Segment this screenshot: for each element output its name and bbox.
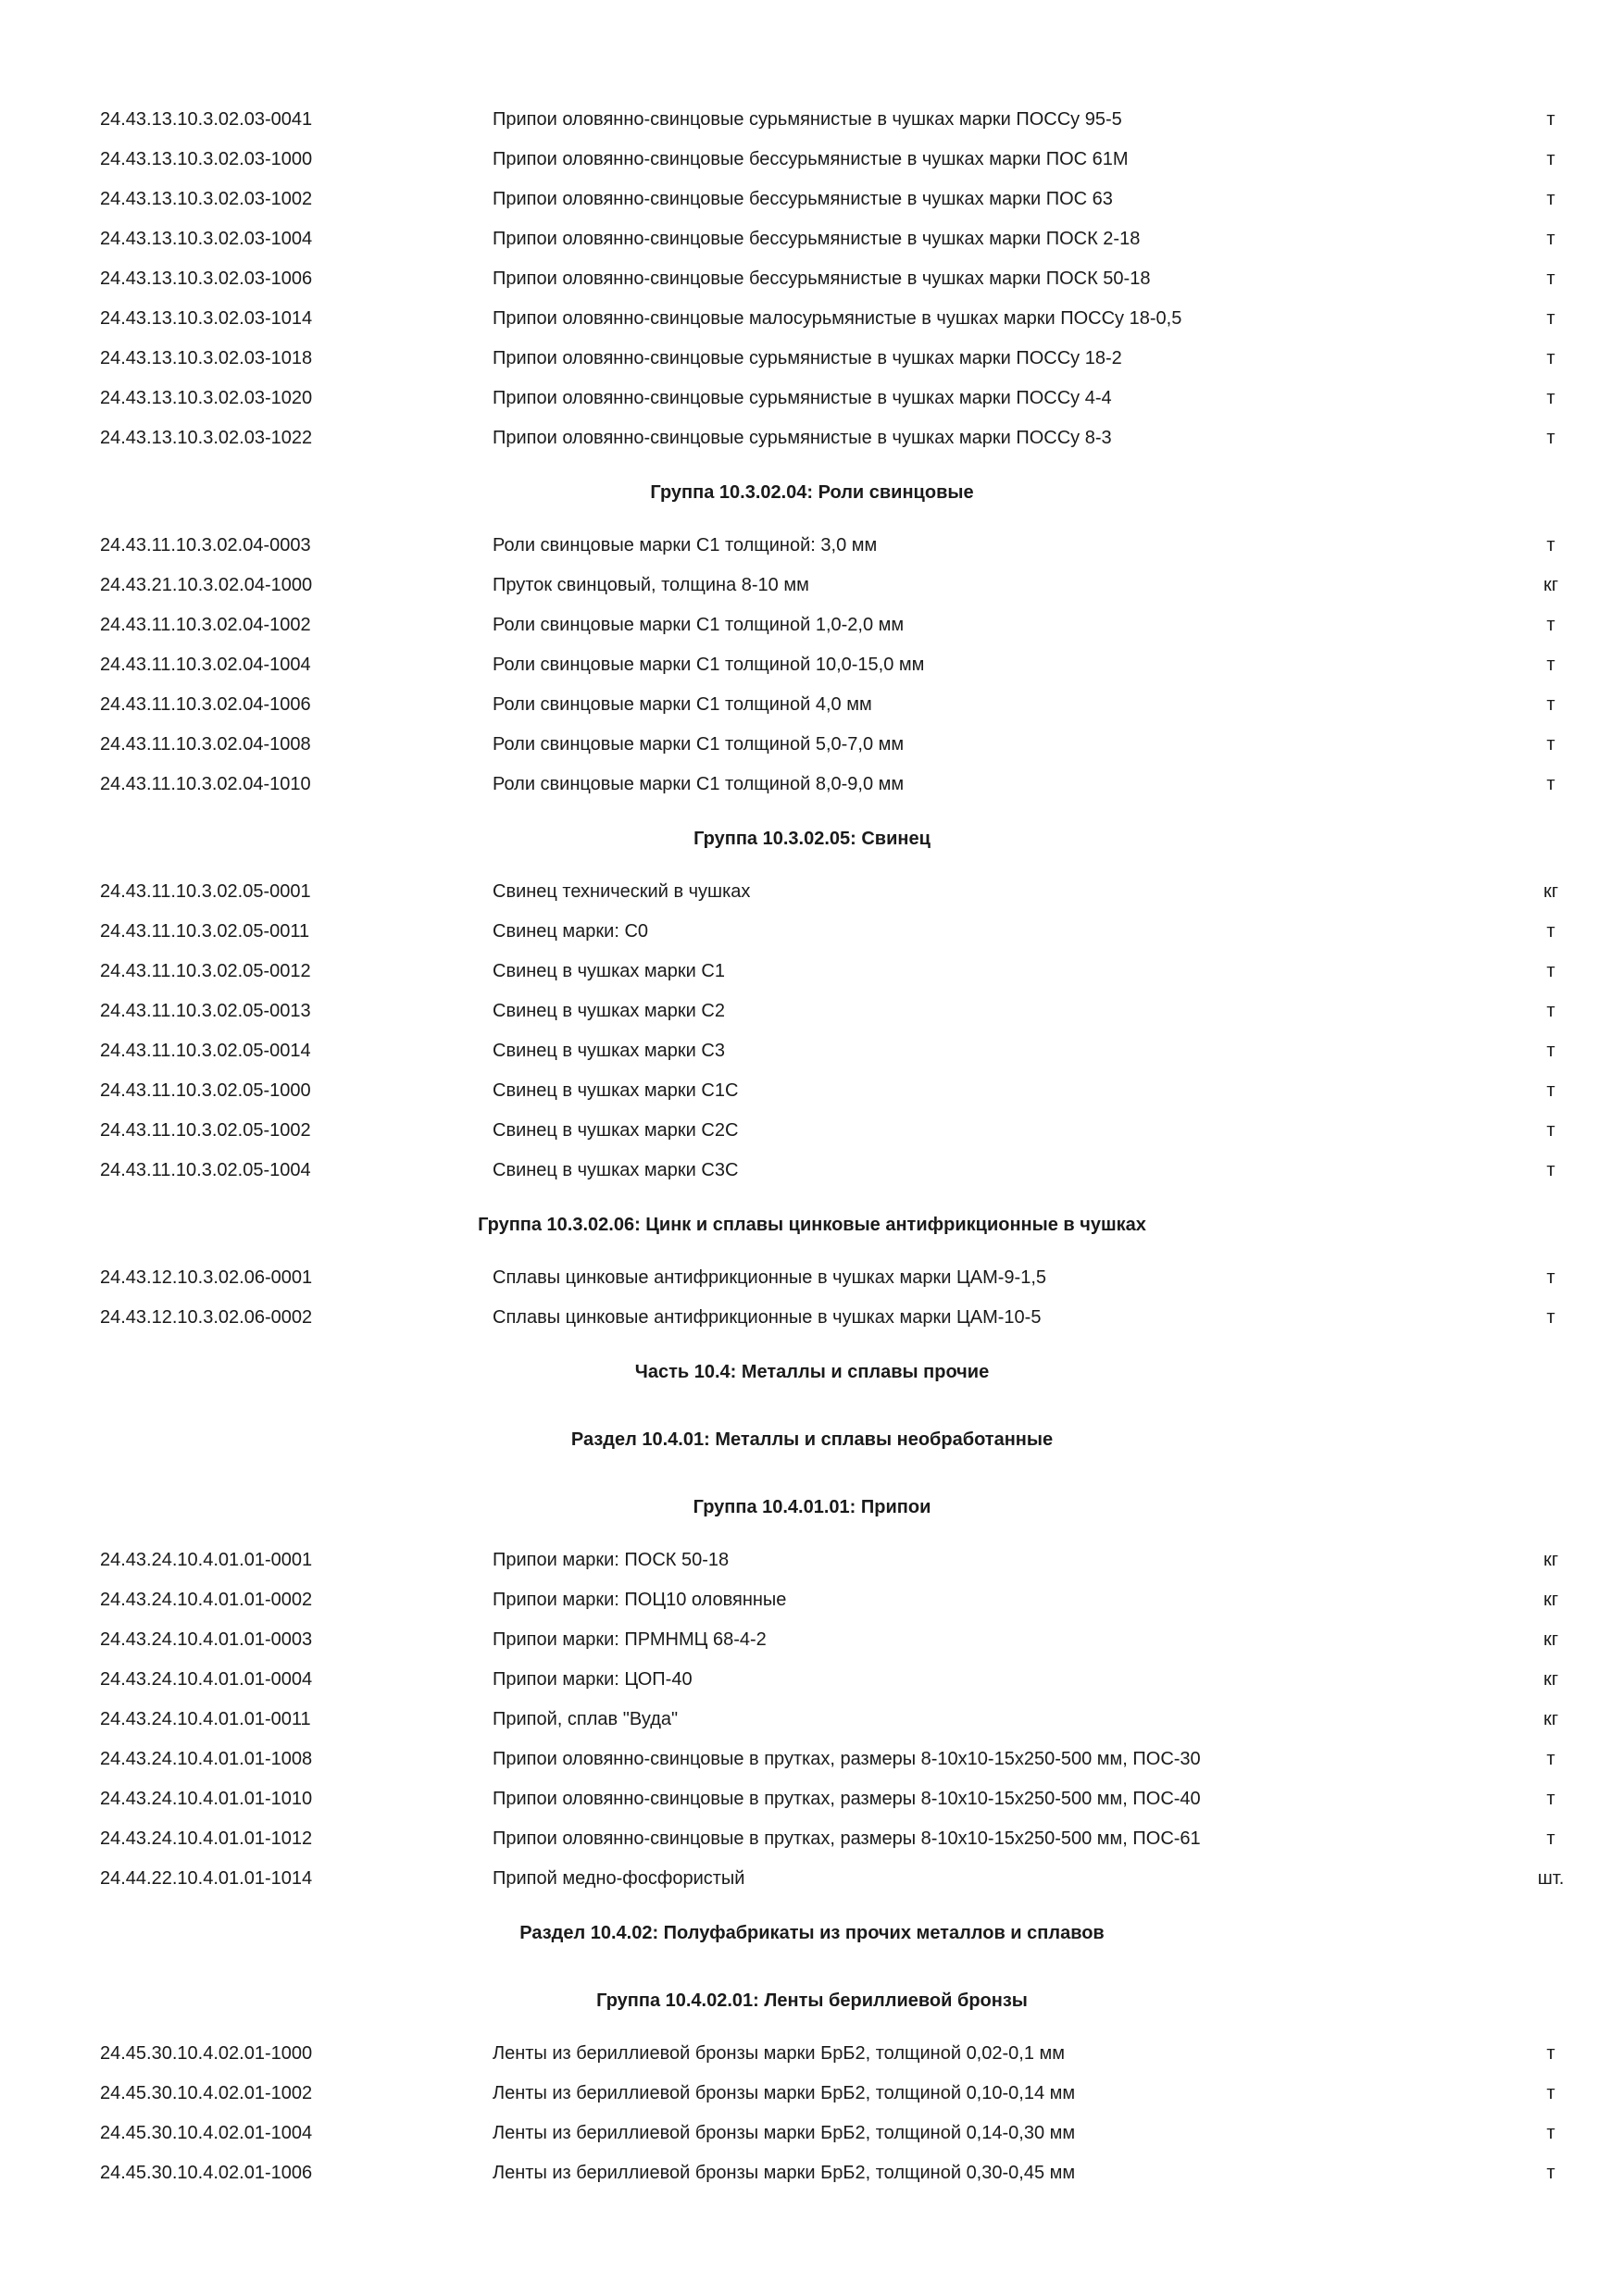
resource-description: Припои оловянно-свинцовые сурьмянистые в чушках марки ПОССу 4-4 bbox=[493, 388, 1112, 408]
resource-description: Припои оловянно-свинцовые в прутках, размеры 8-10х10-15х250-500 мм, ПОС-30 bbox=[493, 1749, 1201, 1769]
resource-description: Свинец в чушках марки С3С bbox=[493, 1160, 739, 1180]
table-row bbox=[0, 1666, 1624, 1693]
unit-of-measure: т bbox=[1546, 1120, 1555, 1141]
resource-code: 24.43.11.10.3.02.04-1002 bbox=[100, 615, 311, 635]
table-row bbox=[0, 1785, 1624, 1813]
table-row bbox=[0, 531, 1624, 559]
resource-code: 24.45.30.10.4.02.01-1002 bbox=[100, 2083, 313, 2103]
resource-code: 24.43.11.10.3.02.04-1006 bbox=[100, 694, 311, 715]
resource-description: Свинец в чушках марки С3 bbox=[493, 1041, 725, 1061]
unit-of-measure: т bbox=[1546, 1828, 1555, 1849]
unit-of-measure: т bbox=[1546, 189, 1555, 209]
table-row bbox=[0, 2040, 1624, 2067]
resource-description: Припои оловянно-свинцовые в прутках, размеры 8-10х10-15х250-500 мм, ПОС-40 bbox=[493, 1789, 1201, 1809]
resource-description: Роли свинцовые марки С1 толщиной: 3,0 мм bbox=[493, 535, 878, 555]
unit-of-measure: т bbox=[1546, 348, 1555, 368]
table-row bbox=[0, 878, 1624, 905]
resource-description: Припой, сплав "Вуда" bbox=[493, 1709, 679, 1729]
resource-description: Роли свинцовые марки С1 толщиной 4,0 мм bbox=[493, 694, 872, 715]
table-row bbox=[0, 651, 1624, 679]
unit-of-measure: т bbox=[1546, 109, 1555, 130]
section-heading: Часть 10.4: Металлы и сплавы прочие bbox=[634, 1362, 990, 1382]
resource-description: Свинец в чушках марки С2С bbox=[493, 1120, 739, 1141]
resource-description: Припои оловянно-свинцовые бессурьмянистые в чушках марки ПОС 63 bbox=[493, 189, 1113, 209]
resource-description: Свинец в чушках марки С1С bbox=[493, 1080, 739, 1101]
unit-of-measure: т bbox=[1546, 1001, 1555, 1021]
unit-of-measure: т bbox=[1546, 149, 1555, 169]
table-row bbox=[0, 1546, 1624, 1574]
table-row bbox=[0, 691, 1624, 718]
resource-code: 24.43.13.10.3.02.03-0041 bbox=[100, 109, 313, 130]
section-heading: Группа 10.3.02.04: Роли свинцовые bbox=[650, 482, 974, 503]
resource-code: 24.43.13.10.3.02.03-1004 bbox=[100, 229, 313, 249]
resource-description: Сплавы цинковые антифрикционные в чушках марки ЦАМ-9-1,5 bbox=[493, 1267, 1046, 1288]
resource-code: 24.43.24.10.4.01.01-0011 bbox=[100, 1709, 311, 1729]
resource-code: 24.43.24.10.4.01.01-0004 bbox=[100, 1669, 313, 1690]
resource-description: Роли свинцовые марки С1 толщиной 10,0-15,0 мм bbox=[493, 655, 925, 675]
unit-of-measure: т bbox=[1546, 1160, 1555, 1180]
unit-of-measure: т bbox=[1546, 2123, 1555, 2143]
section-heading: Группа 10.3.02.05: Свинец bbox=[693, 829, 931, 849]
table-row bbox=[0, 1586, 1624, 1614]
table-row bbox=[0, 1264, 1624, 1292]
resource-description: Ленты из бериллиевой бронзы марки БрБ2, толщиной 0,30-0,45 мм bbox=[493, 2163, 1076, 2183]
resource-description: Свинец марки: С0 bbox=[493, 921, 649, 942]
resource-description: Припои оловянно-свинцовые сурьмянистые в чушках марки ПОССу 8-3 bbox=[493, 428, 1112, 448]
unit-of-measure: т bbox=[1546, 961, 1555, 981]
table-row bbox=[0, 2119, 1624, 2147]
table-row bbox=[0, 1626, 1624, 1653]
resource-description: Ленты из бериллиевой бронзы марки БрБ2, толщиной 0,10-0,14 мм bbox=[493, 2083, 1076, 2103]
resource-description: Роли свинцовые марки С1 толщиной 8,0-9,0 мм bbox=[493, 774, 905, 794]
resource-description: Припои марки: ПОЦ10 оловянные bbox=[493, 1590, 787, 1610]
resource-code: 24.43.24.10.4.01.01-0003 bbox=[100, 1629, 313, 1650]
resource-code: 24.43.11.10.3.02.04-1004 bbox=[100, 655, 311, 675]
table-row bbox=[0, 344, 1624, 372]
unit-of-measure: т bbox=[1546, 694, 1555, 715]
unit-of-measure: кг bbox=[1543, 1629, 1559, 1650]
resource-description: Сплавы цинковые антифрикционные в чушках марки ЦАМ-10-5 bbox=[493, 1307, 1042, 1328]
resource-description: Припои марки: ЦОП-40 bbox=[493, 1669, 693, 1690]
unit-of-measure: т bbox=[1546, 535, 1555, 555]
resource-description: Роли свинцовые марки С1 толщиной 1,0-2,0 мм bbox=[493, 615, 905, 635]
resource-code: 24.43.13.10.3.02.03-1002 bbox=[100, 189, 313, 209]
table-row bbox=[0, 265, 1624, 293]
resource-code: 24.43.24.10.4.01.01-1008 bbox=[100, 1749, 313, 1769]
resource-code: 24.45.30.10.4.02.01-1004 bbox=[100, 2123, 313, 2143]
resource-description: Припои оловянно-свинцовые сурьмянистые в чушках марки ПОССу 18-2 bbox=[493, 348, 1122, 368]
resource-description: Припои оловянно-свинцовые малосурьмянистые в чушках марки ПОССу 18-0,5 bbox=[493, 308, 1182, 329]
unit-of-measure: кг bbox=[1543, 1669, 1559, 1690]
table-row bbox=[0, 1865, 1624, 1892]
unit-of-measure: т bbox=[1546, 229, 1555, 249]
unit-of-measure: кг bbox=[1543, 881, 1559, 902]
unit-of-measure: кг bbox=[1543, 1550, 1559, 1570]
table-row bbox=[0, 571, 1624, 599]
resource-code: 24.43.24.10.4.01.01-0001 bbox=[100, 1550, 313, 1570]
resource-code: 24.43.11.10.3.02.05-0012 bbox=[100, 961, 311, 981]
resource-description: Припой медно-фосфористый bbox=[493, 1868, 745, 1889]
table-row bbox=[0, 225, 1624, 253]
table-row bbox=[0, 2079, 1624, 2107]
resource-code: 24.45.30.10.4.02.01-1006 bbox=[100, 2163, 313, 2183]
resource-code: 24.43.11.10.3.02.05-1000 bbox=[100, 1080, 311, 1101]
table-row bbox=[0, 1304, 1624, 1331]
resource-code: 24.43.11.10.3.02.05-1004 bbox=[100, 1160, 311, 1180]
resource-code: 24.44.22.10.4.01.01-1014 bbox=[100, 1868, 313, 1889]
unit-of-measure: кг bbox=[1543, 1709, 1559, 1729]
resource-description: Припои оловянно-свинцовые в прутках, размеры 8-10х10-15х250-500 мм, ПОС-61 bbox=[493, 1828, 1201, 1849]
resource-description: Ленты из бериллиевой бронзы марки БрБ2, толщиной 0,14-0,30 мм bbox=[493, 2123, 1076, 2143]
table-row bbox=[0, 1825, 1624, 1853]
unit-of-measure: кг bbox=[1543, 575, 1559, 595]
resource-code: 24.43.12.10.3.02.06-0001 bbox=[100, 1267, 313, 1288]
resource-code: 24.43.11.10.3.02.04-1010 bbox=[100, 774, 311, 794]
resource-code: 24.43.24.10.4.01.01-0002 bbox=[100, 1590, 313, 1610]
resource-code: 24.45.30.10.4.02.01-1000 bbox=[100, 2043, 313, 2064]
resource-code: 24.43.12.10.3.02.06-0002 bbox=[100, 1307, 313, 1328]
table-row bbox=[0, 1037, 1624, 1065]
resource-description: Припои марки: ПОСК 50-18 bbox=[493, 1550, 730, 1570]
unit-of-measure: т bbox=[1546, 1749, 1555, 1769]
resource-description: Припои марки: ПРМНМЦ 68-4-2 bbox=[493, 1629, 767, 1650]
resource-code: 24.43.13.10.3.02.03-1018 bbox=[100, 348, 313, 368]
resource-description: Пруток свинцовый, толщина 8-10 мм bbox=[493, 575, 809, 595]
unit-of-measure: т bbox=[1546, 921, 1555, 942]
resource-code: 24.43.13.10.3.02.03-1006 bbox=[100, 268, 313, 289]
unit-of-measure: т bbox=[1546, 2043, 1555, 2064]
unit-of-measure: т bbox=[1546, 2163, 1555, 2183]
resource-code: 24.43.13.10.3.02.03-1020 bbox=[100, 388, 313, 408]
table-row bbox=[0, 1117, 1624, 1144]
resource-description: Свинец технический в чушках bbox=[493, 881, 751, 902]
table-row bbox=[0, 1156, 1624, 1184]
unit-of-measure: т bbox=[1546, 268, 1555, 289]
table-row bbox=[0, 1745, 1624, 1773]
section-heading: Группа 10.4.02.01: Ленты бериллиевой бронзы bbox=[596, 1990, 1028, 2011]
resource-description: Ленты из бериллиевой бронзы марки БрБ2, толщиной 0,02-0,1 мм bbox=[493, 2043, 1066, 2064]
resource-description: Припои оловянно-свинцовые бессурьмянистые в чушках марки ПОСК 2-18 bbox=[493, 229, 1141, 249]
table-row bbox=[0, 770, 1624, 798]
table-row bbox=[0, 1077, 1624, 1104]
section-heading: Раздел 10.4.02: Полуфабрикаты из прочих металлов и сплавов bbox=[519, 1923, 1105, 1943]
table-row bbox=[0, 957, 1624, 985]
table-row bbox=[0, 185, 1624, 213]
table-row bbox=[0, 997, 1624, 1025]
unit-of-measure: т bbox=[1546, 2083, 1555, 2103]
resource-code: 24.43.11.10.3.02.05-1002 bbox=[100, 1120, 311, 1141]
section-heading: Раздел 10.4.01: Металлы и сплавы необработанные bbox=[570, 1429, 1054, 1450]
unit-of-measure: кг bbox=[1543, 1590, 1559, 1610]
table-row bbox=[0, 2159, 1624, 2187]
unit-of-measure: т bbox=[1546, 308, 1555, 329]
table-row bbox=[0, 424, 1624, 452]
table-row bbox=[0, 611, 1624, 639]
resource-code: 24.43.13.10.3.02.03-1022 bbox=[100, 428, 313, 448]
resource-code: 24.43.11.10.3.02.05-0013 bbox=[100, 1001, 311, 1021]
resource-code: 24.43.11.10.3.02.05-0014 bbox=[100, 1041, 311, 1061]
table-row bbox=[0, 917, 1624, 945]
resource-code: 24.43.21.10.3.02.04-1000 bbox=[100, 575, 313, 595]
resource-description: Припои оловянно-свинцовые бессурьмянистые в чушках марки ПОСК 50-18 bbox=[493, 268, 1151, 289]
resource-code: 24.43.13.10.3.02.03-1014 bbox=[100, 308, 313, 329]
resource-code: 24.43.24.10.4.01.01-1012 bbox=[100, 1828, 313, 1849]
resource-description: Роли свинцовые марки С1 толщиной 5,0-7,0 мм bbox=[493, 734, 905, 755]
unit-of-measure: т bbox=[1546, 1267, 1555, 1288]
resource-code: 24.43.11.10.3.02.04-1008 bbox=[100, 734, 311, 755]
table-row bbox=[0, 384, 1624, 412]
unit-of-measure: т bbox=[1546, 1307, 1555, 1328]
resource-description: Припои оловянно-свинцовые сурьмянистые в чушках марки ПОССу 95-5 bbox=[493, 109, 1122, 130]
section-heading: Группа 10.4.01.01: Припои bbox=[693, 1497, 931, 1517]
resource-code: 24.43.24.10.4.01.01-1010 bbox=[100, 1789, 313, 1809]
resource-code: 24.43.13.10.3.02.03-1000 bbox=[100, 149, 313, 169]
unit-of-measure: т bbox=[1546, 1041, 1555, 1061]
resource-description: Свинец в чушках марки С1 bbox=[493, 961, 725, 981]
section-heading: Группа 10.3.02.06: Цинк и сплавы цинковые антифрикционные в чушках bbox=[478, 1215, 1146, 1235]
unit-of-measure: т bbox=[1546, 734, 1555, 755]
unit-of-measure: т bbox=[1546, 388, 1555, 408]
resource-description: Свинец в чушках марки С2 bbox=[493, 1001, 725, 1021]
unit-of-measure: т bbox=[1546, 655, 1555, 675]
unit-of-measure: т bbox=[1546, 1789, 1555, 1809]
resource-code: 24.43.11.10.3.02.05-0011 bbox=[100, 921, 310, 942]
table-row bbox=[0, 1705, 1624, 1733]
table-row bbox=[0, 730, 1624, 758]
unit-of-measure: т bbox=[1546, 774, 1555, 794]
table-row bbox=[0, 145, 1624, 173]
resource-description: Припои оловянно-свинцовые бессурьмянистые в чушках марки ПОС 61М bbox=[493, 149, 1129, 169]
unit-of-measure: т bbox=[1546, 428, 1555, 448]
resource-code: 24.43.11.10.3.02.05-0001 bbox=[100, 881, 311, 902]
table-row bbox=[0, 106, 1624, 133]
resource-code: 24.43.11.10.3.02.04-0003 bbox=[100, 535, 311, 555]
unit-of-measure: т bbox=[1546, 1080, 1555, 1101]
table-row bbox=[0, 305, 1624, 332]
unit-of-measure: шт. bbox=[1537, 1868, 1565, 1889]
unit-of-measure: т bbox=[1546, 615, 1555, 635]
